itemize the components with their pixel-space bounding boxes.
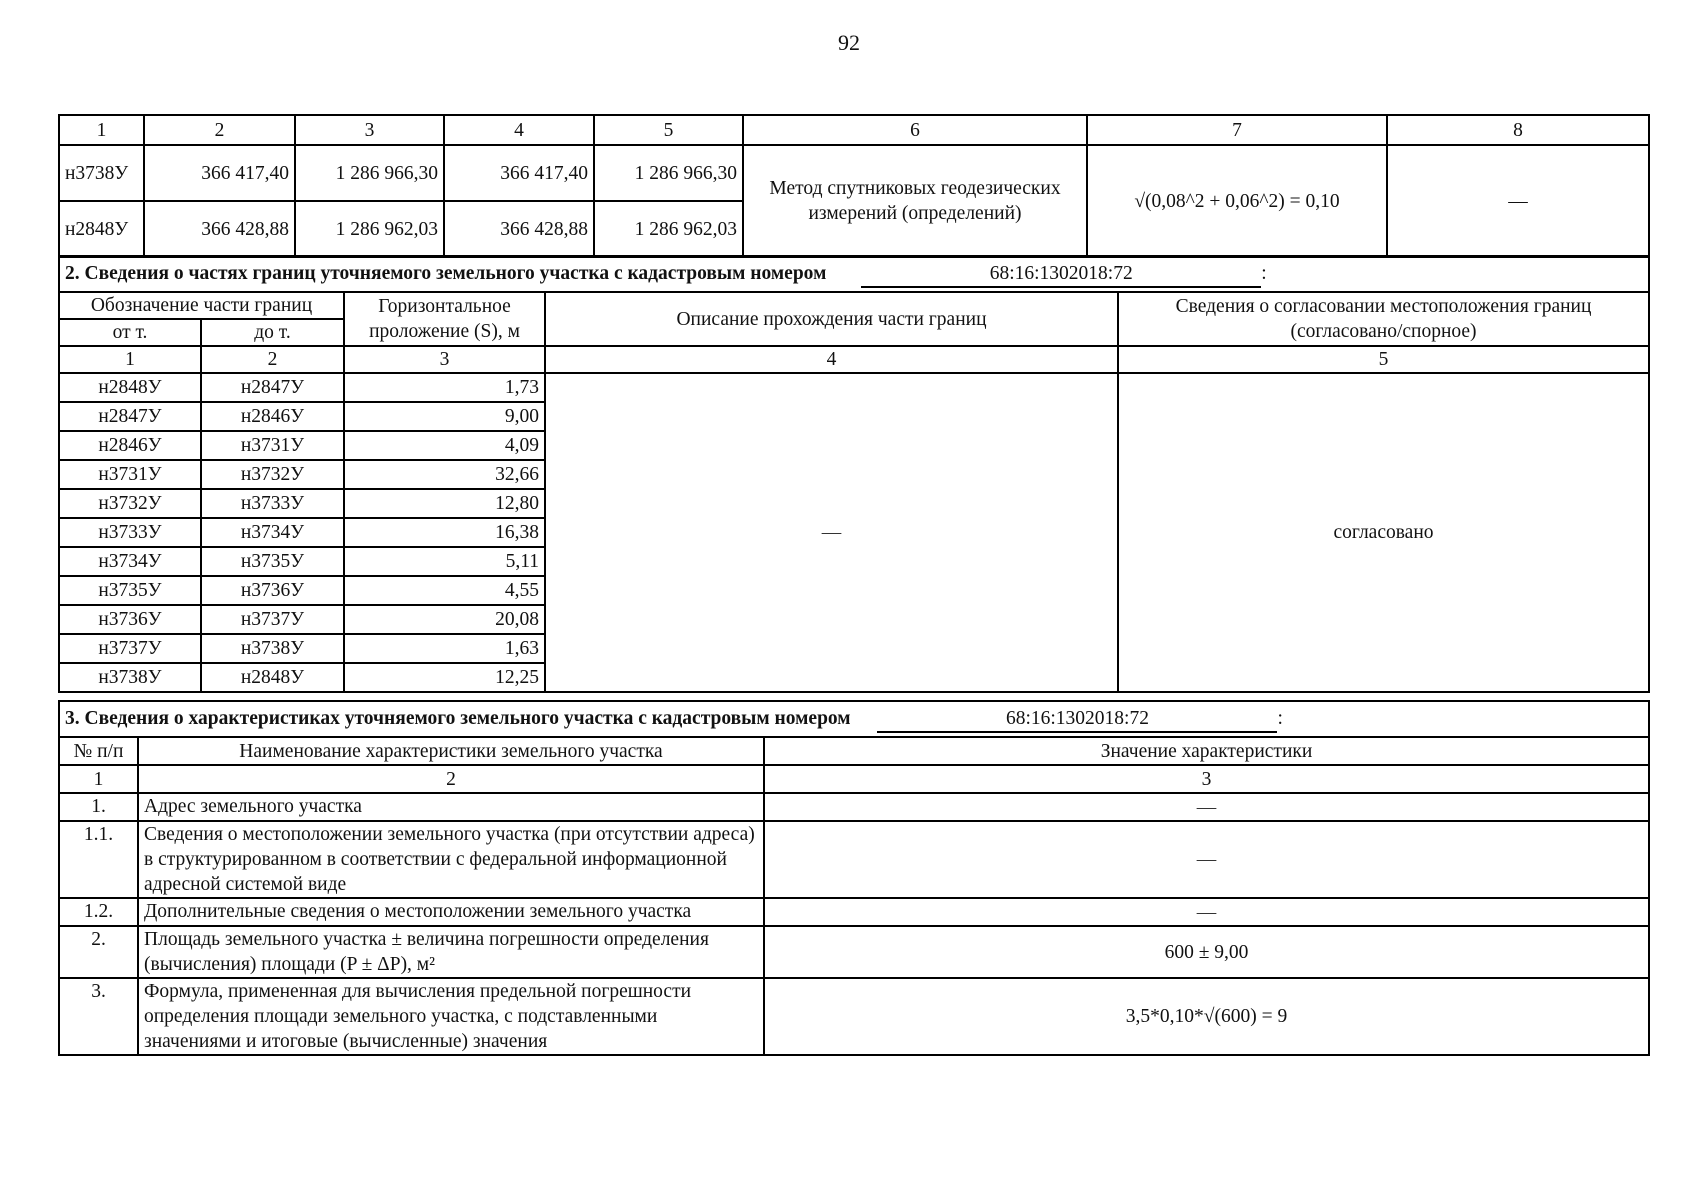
boundary-parts-table: [58, 255, 1650, 693]
col-header: 6: [743, 115, 1087, 145]
distance: 12,25: [344, 663, 545, 692]
to-point: н2848У: [201, 663, 344, 692]
col-number: 3: [344, 346, 545, 373]
header-value: Значение характеристики: [764, 737, 1649, 765]
header-name: Наименование характеристики земельного участка: [138, 737, 764, 765]
to-point: н3731У: [201, 431, 344, 460]
characteristics-table: [58, 700, 1650, 1056]
to-point: н3738У: [201, 634, 344, 663]
to-point: н3735У: [201, 547, 344, 576]
section3-cadastral: 68:16:1302018:72: [877, 706, 1277, 733]
row-number: 3.: [59, 978, 138, 1055]
table-row: [59, 373, 1649, 402]
col-number: 1: [59, 346, 201, 373]
characteristic-name: Адрес земельного участка: [138, 793, 764, 821]
colon: :: [1277, 707, 1283, 729]
from-point: н3732У: [59, 489, 201, 518]
header-to: до т.: [201, 319, 344, 346]
coordinates-table: [58, 114, 1650, 258]
section3-title-row: [59, 701, 1649, 737]
table-row: [59, 978, 1649, 1055]
col-number: 4: [545, 346, 1118, 373]
to-point: н3732У: [201, 460, 344, 489]
coord-y-old: 1 286 966,30: [295, 145, 444, 201]
description-value: —: [545, 373, 1118, 692]
from-point: н2848У: [59, 373, 201, 402]
from-point: н2846У: [59, 431, 201, 460]
from-point: н3735У: [59, 576, 201, 605]
to-point: н2847У: [201, 373, 344, 402]
characteristic-value: —: [764, 821, 1649, 898]
page-number: 92: [838, 30, 860, 55]
characteristic-value: —: [764, 898, 1649, 926]
table-row: [59, 926, 1649, 978]
to-point: н2846У: [201, 402, 344, 431]
col-header: 4: [444, 115, 594, 145]
row-number: 1.: [59, 793, 138, 821]
row-number: 1.1.: [59, 821, 138, 898]
header-distance: Горизонтальное проложение (S), м: [344, 292, 545, 346]
col-number: 2: [138, 765, 764, 793]
distance: 1,73: [344, 373, 545, 402]
section2-cadastral: 68:16:1302018:72: [861, 261, 1261, 288]
table-row: [59, 793, 1649, 821]
distance: 5,11: [344, 547, 545, 576]
characteristic-name: Площадь земельного участка ± величина погрешности определения (вычисления) площади (P ± ΔP), м²: [138, 926, 764, 978]
distance: 20,08: [344, 605, 545, 634]
header-description: Описание прохождения части границ: [545, 292, 1118, 346]
row-number: 1.2.: [59, 898, 138, 926]
table-row: [59, 145, 1649, 201]
header-from: от т.: [59, 319, 201, 346]
point-id: н2848У: [59, 201, 144, 257]
row-number: 2.: [59, 926, 138, 978]
section3-title: 3. Сведения о характеристиках уточняемого земельного участка с кадастровым номером: [65, 707, 851, 729]
col-header: 8: [1387, 115, 1649, 145]
method-cell: Метод спутниковых геодезических измерений (определений): [743, 145, 1087, 257]
coord-x-new: 366 417,40: [444, 145, 594, 201]
coord-y-new: 1 286 966,30: [594, 145, 743, 201]
characteristic-value: —: [764, 793, 1649, 821]
coord-y-old: 1 286 962,03: [295, 201, 444, 257]
to-point: н3733У: [201, 489, 344, 518]
col-header: 5: [594, 115, 743, 145]
header-agreement: Сведения о согласовании местоположения границ (согласовано/спорное): [1118, 292, 1649, 346]
coord-x-new: 366 428,88: [444, 201, 594, 257]
distance: 16,38: [344, 518, 545, 547]
from-point: н3736У: [59, 605, 201, 634]
distance: 12,80: [344, 489, 545, 518]
col-header: 7: [1087, 115, 1387, 145]
col-number: 1: [59, 765, 138, 793]
section2-title: 2. Сведения о частях границ уточняемого земельного участка с кадастровым номером: [65, 262, 827, 284]
header-part-designation: Обозначение части границ: [59, 292, 344, 319]
characteristic-value: 3,5*0,10*√(600) = 9: [764, 978, 1649, 1055]
distance: 9,00: [344, 402, 545, 431]
from-point: н3733У: [59, 518, 201, 547]
distance: 32,66: [344, 460, 545, 489]
coord-x-old: 366 417,40: [144, 145, 295, 201]
to-point: н3737У: [201, 605, 344, 634]
to-point: н3734У: [201, 518, 344, 547]
col-number: 2: [201, 346, 344, 373]
characteristic-name: Формула, примененная для вычисления предельной погрешности определения площади земельного участка, с подставленными значениями и итоговые (вычисленные) значения: [138, 978, 764, 1055]
col-header: 3: [295, 115, 444, 145]
from-point: н3734У: [59, 547, 201, 576]
col8-value: —: [1387, 145, 1649, 257]
col-number: 3: [764, 765, 1649, 793]
characteristic-name: Сведения о местоположении земельного участка (при отсутствии адреса) в структурированном в соответствии с федеральной информационной адресной системой виде: [138, 821, 764, 898]
table-row: [59, 898, 1649, 926]
col-number: 5: [1118, 346, 1649, 373]
section2-title-row: [59, 256, 1649, 292]
distance: 4,09: [344, 431, 545, 460]
from-point: н3731У: [59, 460, 201, 489]
coord-x-old: 366 428,88: [144, 201, 295, 257]
colon: :: [1261, 262, 1267, 284]
agreement-value: согласовано: [1118, 373, 1649, 692]
header-no: № п/п: [59, 737, 138, 765]
characteristic-name: Дополнительные сведения о местоположении земельного участка: [138, 898, 764, 926]
to-point: н3736У: [201, 576, 344, 605]
from-point: н2847У: [59, 402, 201, 431]
distance: 1,63: [344, 634, 545, 663]
from-point: н3738У: [59, 663, 201, 692]
coord-y-new: 1 286 962,03: [594, 201, 743, 257]
table-row: [59, 821, 1649, 898]
col-header: 2: [144, 115, 295, 145]
from-point: н3737У: [59, 634, 201, 663]
accuracy-formula: √(0,08^2 + 0,06^2) = 0,10: [1087, 145, 1387, 257]
distance: 4,55: [344, 576, 545, 605]
col-header: 1: [59, 115, 144, 145]
characteristic-value: 600 ± 9,00: [764, 926, 1649, 978]
point-id: н3738У: [59, 145, 144, 201]
